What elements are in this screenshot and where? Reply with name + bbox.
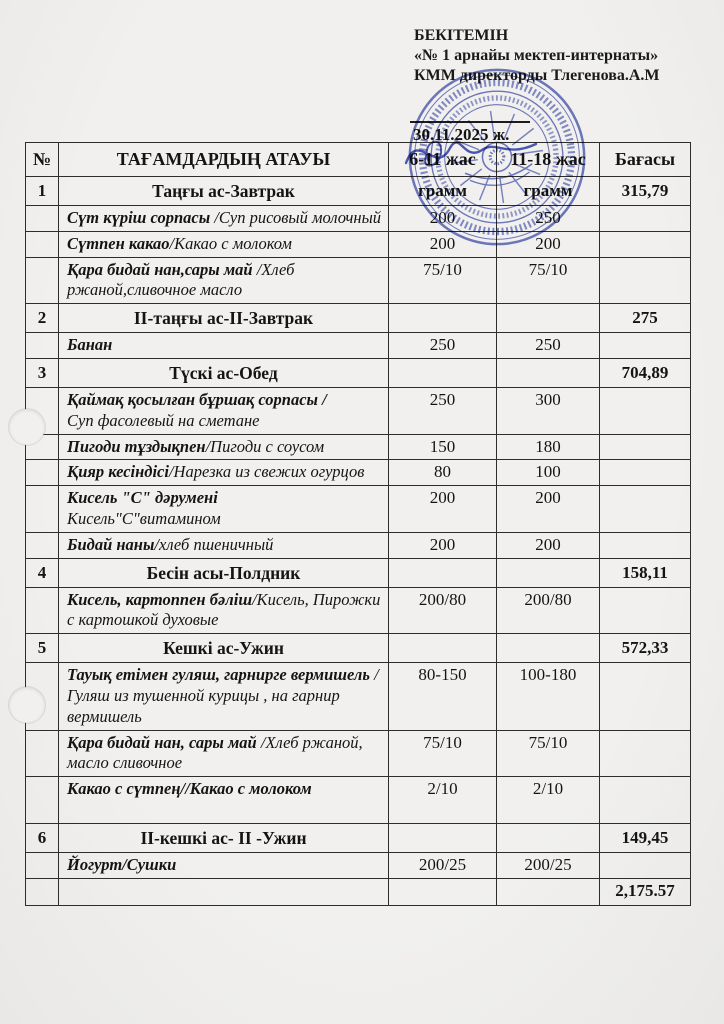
portion-6-11: 75/10 bbox=[389, 730, 497, 777]
dish-row bbox=[26, 730, 691, 777]
dish-name bbox=[59, 587, 389, 634]
header-age-11-18: 11-18 жас bbox=[497, 143, 600, 177]
approval-line-3: КММ директорды Тлегенова.А.М bbox=[414, 67, 660, 84]
row-number: 6 bbox=[26, 824, 59, 853]
portion-6-11: 75/10 bbox=[389, 257, 497, 304]
dish-name bbox=[59, 532, 389, 558]
price-value bbox=[600, 663, 691, 730]
dish-name-kazakh: Йогурт/Сушки bbox=[67, 855, 177, 875]
dish-name-kazakh: Қара бидай нан,сары май bbox=[67, 259, 257, 279]
dish-name-kazakh: Қара бидай нан, сары май bbox=[67, 732, 261, 752]
dish-name-russian: /Нарезка из свежих огурцов bbox=[168, 462, 365, 482]
dish-name-russian: /Суп рисовый молочный bbox=[214, 208, 382, 228]
dish-name-russian: /Кисель, Пирожки с картошкой духовые bbox=[67, 589, 381, 630]
portion-11-18 bbox=[497, 558, 600, 587]
row-number bbox=[26, 878, 59, 905]
portion-11-18: 100 bbox=[497, 460, 600, 486]
portion-11-18: 200/25 bbox=[497, 853, 600, 879]
dish-name-russian: /хлеб пшеничный bbox=[154, 534, 274, 554]
row-number: 2 bbox=[26, 304, 59, 333]
dish-name-russian: Суп фасолевый на сметане bbox=[67, 410, 260, 430]
price-value: 149,45 bbox=[600, 824, 691, 853]
dish-row bbox=[26, 206, 691, 232]
header-dish-name: ТАҒАМДАРДЫҢ АТАУЫ bbox=[59, 143, 389, 177]
portion-11-18: 75/10 bbox=[497, 730, 600, 777]
section-title: ІІ-таңғы ас-ІІ-Завтрак bbox=[59, 304, 389, 333]
portion-6-11 bbox=[389, 878, 497, 905]
row-number bbox=[26, 777, 59, 824]
dish-name bbox=[59, 206, 389, 232]
row-number bbox=[26, 486, 59, 533]
section-title: ІІ-кешкі ас- ІІ -Ужин bbox=[59, 824, 389, 853]
dish-row bbox=[26, 460, 691, 486]
price-value bbox=[600, 853, 691, 879]
section-title bbox=[59, 878, 389, 905]
portion-6-11 bbox=[389, 359, 497, 388]
dish-name bbox=[59, 460, 389, 486]
approval-line-2: «№ 1 арнайы мектеп-интернаты» bbox=[414, 47, 659, 64]
price-value: 704,89 bbox=[600, 359, 691, 388]
section-row bbox=[26, 177, 691, 206]
dish-name-russian: /Хлеб ржаной,сливочное масло bbox=[67, 259, 295, 300]
price-value bbox=[600, 486, 691, 533]
portion-6-11: 80 bbox=[389, 460, 497, 486]
price-value bbox=[600, 333, 691, 359]
dish-row bbox=[26, 333, 691, 359]
portion-6-11: 150 bbox=[389, 434, 497, 460]
portion-6-11: 200 bbox=[389, 206, 497, 232]
dish-name-kazakh: Кисель "С" дәрумені bbox=[67, 488, 218, 508]
dish-row bbox=[26, 853, 691, 879]
row-number bbox=[26, 257, 59, 304]
dish-row bbox=[26, 231, 691, 257]
dish-name-kazakh: Қияр кесіндісі bbox=[67, 462, 169, 482]
section-title: Түскі ас-Обед bbox=[59, 359, 389, 388]
price-value bbox=[600, 231, 691, 257]
dish-row bbox=[26, 663, 691, 730]
signature bbox=[398, 118, 548, 188]
dish-name bbox=[59, 777, 389, 824]
portion-6-11: 250 bbox=[389, 388, 497, 435]
dish-name bbox=[59, 388, 389, 435]
portion-6-11: 200 bbox=[389, 532, 497, 558]
dish-name bbox=[59, 231, 389, 257]
portion-6-11: 80-150 bbox=[389, 663, 497, 730]
binder-hole-punch bbox=[9, 409, 45, 445]
menu-table bbox=[25, 142, 691, 906]
table-header-row bbox=[26, 143, 691, 177]
dish-name-russian: /Пигоди с соусом bbox=[205, 436, 325, 456]
price-value bbox=[600, 257, 691, 304]
portion-11-18: 200/80 bbox=[497, 587, 600, 634]
header-price: Бағасы bbox=[600, 143, 691, 177]
price-value: 572,33 bbox=[600, 634, 691, 663]
dish-name-kazakh: Пигоди тұздықпен bbox=[67, 436, 206, 456]
price-value: 315,79 bbox=[600, 177, 691, 206]
portion-11-18 bbox=[497, 359, 600, 388]
portion-11-18 bbox=[497, 304, 600, 333]
row-number bbox=[26, 333, 59, 359]
dish-name-kazakh: Сүтпен какао bbox=[67, 233, 170, 253]
section-row bbox=[26, 824, 691, 853]
price-value bbox=[600, 777, 691, 824]
dish-name-russian: / Гуляш из тушенной курицы , на гарнир вермишель bbox=[67, 665, 379, 726]
dish-row bbox=[26, 388, 691, 435]
price-value bbox=[600, 434, 691, 460]
section-row bbox=[26, 359, 691, 388]
price-value bbox=[600, 460, 691, 486]
row-number bbox=[26, 730, 59, 777]
price-value bbox=[600, 388, 691, 435]
dish-name-russian: /Хлеб ржаной, масло сливочное bbox=[67, 732, 363, 773]
portion-6-11 bbox=[389, 824, 497, 853]
dish-name bbox=[59, 434, 389, 460]
dish-row bbox=[26, 777, 691, 824]
portion-11-18 bbox=[497, 878, 600, 905]
price-value bbox=[600, 730, 691, 777]
dish-name-russian: /Какао с молоком bbox=[169, 233, 292, 253]
dish-row bbox=[26, 257, 691, 304]
dish-name-kazakh: Қаймақ қосылған бұршақ сорпасы / bbox=[67, 390, 327, 410]
dish-name-russian: Кисель"С"витамином bbox=[67, 508, 221, 528]
portion-6-11 bbox=[389, 634, 497, 663]
row-number: 1 bbox=[26, 177, 59, 206]
portion-6-11 bbox=[389, 558, 497, 587]
portion-11-18: 180 bbox=[497, 434, 600, 460]
row-number bbox=[26, 853, 59, 879]
section-row bbox=[26, 634, 691, 663]
price-value: 2,175.57 bbox=[600, 878, 691, 905]
portion-6-11: 200/80 bbox=[389, 587, 497, 634]
header-num: № bbox=[26, 143, 59, 177]
portion-11-18: 250 bbox=[497, 206, 600, 232]
dish-name-kazakh: Бидай наны bbox=[67, 534, 155, 554]
dish-row bbox=[26, 532, 691, 558]
row-number bbox=[26, 460, 59, 486]
approval-line-1: БЕКІТЕМІН bbox=[414, 27, 509, 44]
header-age-6-11: 6-11 жас bbox=[389, 143, 497, 177]
portion-6-11: 200 bbox=[389, 231, 497, 257]
section-row bbox=[26, 304, 691, 333]
binder-hole-punch bbox=[9, 687, 45, 723]
portion-6-11 bbox=[389, 304, 497, 333]
dish-name bbox=[59, 333, 389, 359]
dish-name bbox=[59, 663, 389, 730]
dish-name-kazakh: Тауық етімен гуляш, гарнирге вермишель bbox=[67, 665, 370, 685]
portion-11-18: 200 bbox=[497, 532, 600, 558]
portion-11-18: 300 bbox=[497, 388, 600, 435]
price-value bbox=[600, 587, 691, 634]
portion-11-18: 200 bbox=[497, 231, 600, 257]
row-number bbox=[26, 532, 59, 558]
price-value bbox=[600, 532, 691, 558]
dish-name bbox=[59, 853, 389, 879]
dish-row bbox=[26, 434, 691, 460]
portion-11-18 bbox=[497, 824, 600, 853]
row-number bbox=[26, 206, 59, 232]
dish-row bbox=[26, 486, 691, 533]
row-number: 5 bbox=[26, 634, 59, 663]
total-row bbox=[26, 878, 691, 905]
section-row bbox=[26, 558, 691, 587]
approval-date: 30.11.2025 ж. bbox=[413, 125, 510, 144]
portion-6-11: 2/10 bbox=[389, 777, 497, 824]
row-number: 4 bbox=[26, 558, 59, 587]
dish-name bbox=[59, 257, 389, 304]
section-title: Бесін асы-Полдник bbox=[59, 558, 389, 587]
portion-6-11: 200 bbox=[389, 486, 497, 533]
portion-11-18 bbox=[497, 634, 600, 663]
portion-11-18: грамм bbox=[497, 177, 600, 206]
section-title: Таңғы ас-Завтрак bbox=[59, 177, 389, 206]
dish-name-kazakh: Банан bbox=[67, 335, 113, 355]
dish-name bbox=[59, 486, 389, 533]
portion-11-18: 100-180 bbox=[497, 663, 600, 730]
menu-table-body bbox=[26, 177, 691, 906]
price-value: 158,11 bbox=[600, 558, 691, 587]
portion-11-18: 2/10 bbox=[497, 777, 600, 824]
portion-11-18: 250 bbox=[497, 333, 600, 359]
portion-11-18: 75/10 bbox=[497, 257, 600, 304]
portion-11-18: 200 bbox=[497, 486, 600, 533]
portion-6-11: грамм bbox=[389, 177, 497, 206]
price-value: 275 bbox=[600, 304, 691, 333]
dish-name-kazakh: Кисель, картоппен бәліш bbox=[67, 589, 253, 609]
dish-name bbox=[59, 730, 389, 777]
dish-name-kazakh: Какао с сүтпең//Какао с молоком bbox=[67, 779, 312, 799]
dish-name-kazakh: Сүт күріш сорпасы bbox=[67, 208, 215, 228]
portion-6-11: 200/25 bbox=[389, 853, 497, 879]
row-number bbox=[26, 587, 59, 634]
price-value bbox=[600, 206, 691, 232]
row-number: 3 bbox=[26, 359, 59, 388]
row-number bbox=[26, 231, 59, 257]
portion-6-11: 250 bbox=[389, 333, 497, 359]
dish-row bbox=[26, 587, 691, 634]
section-title: Кешкі ас-Ужин bbox=[59, 634, 389, 663]
